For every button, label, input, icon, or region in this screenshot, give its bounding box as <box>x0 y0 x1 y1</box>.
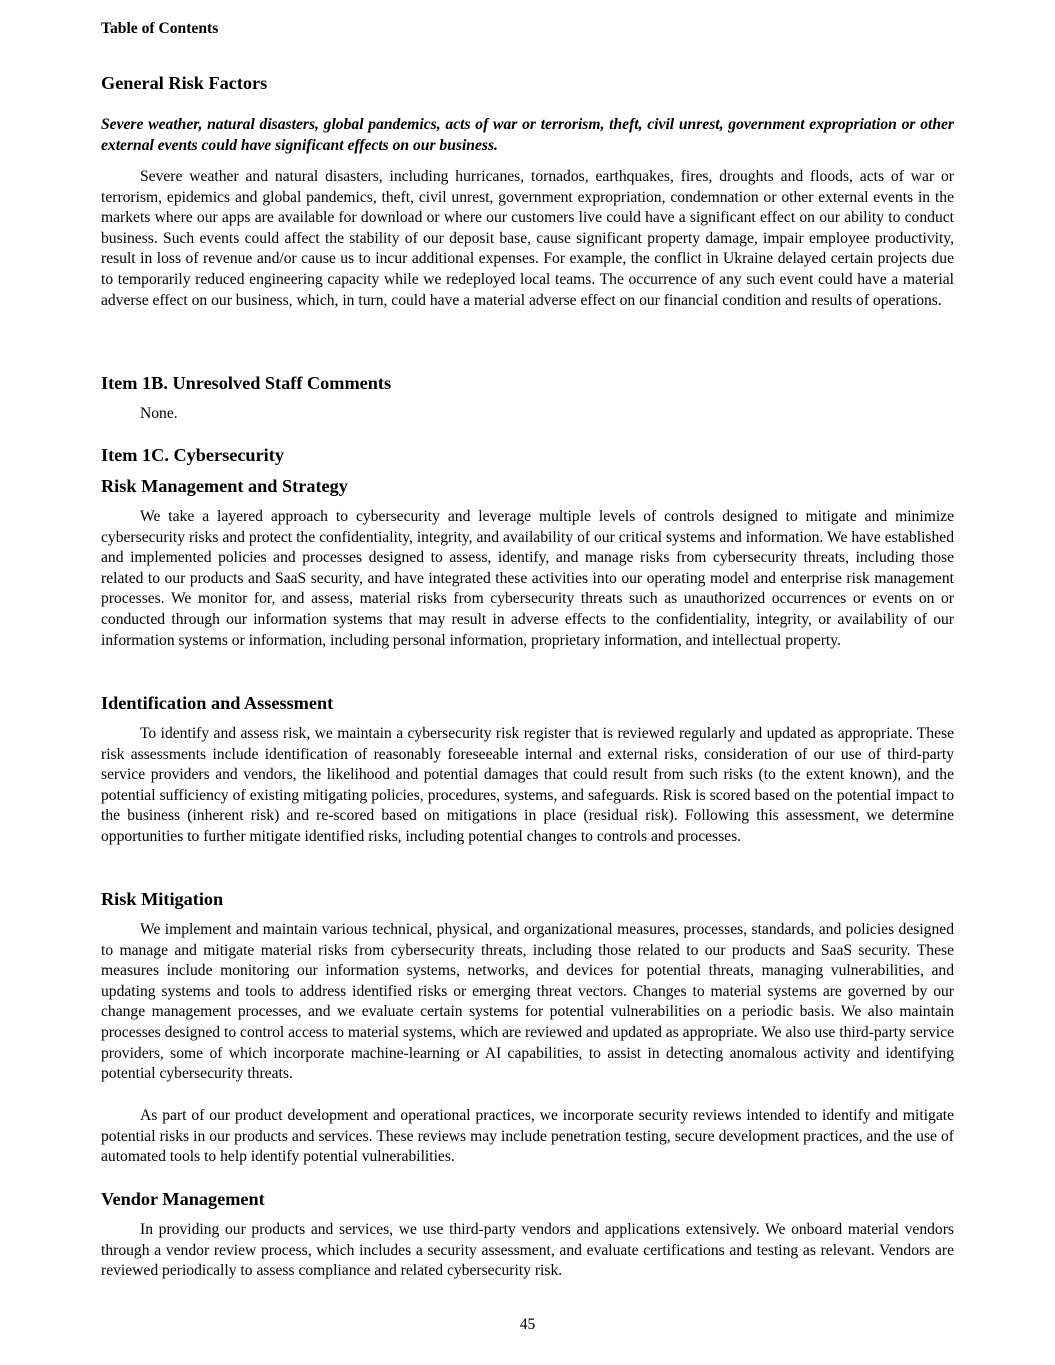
page-number: 45 <box>519 1316 536 1333</box>
risk-mitigation-paragraph-2: As part of our product development and operational practices, we incorporate security reviews intended to identify and mitigate potential risks in our products and services. These reviews may include penetration testing, secure development practices, and the use of automated tools to help identify potential vulnerabilities. <box>101 1107 954 1166</box>
item-1b-heading: Item 1B. Unresolved Staff Comments <box>101 373 392 393</box>
vendor-management-heading: Vendor Management <box>101 1189 265 1209</box>
general-risk-factors-paragraph: Severe weather and natural disasters, including hurricanes, tornados, earthquakes, fires, droughts and floods, acts of war or terrorism, epidemics and global pandemics, theft, civil unrest, government expropriation, condemnation or other external events in the markets where our apps are available for download or where our customers live could have a significant effect on our ability to conduct business. Such events could affect the stability of our deposit base, cause significant property damage, impair employee productivity, result in loss of revenue and/or cause us to incur additional expenses. For example, the conflict in Ukraine delayed certain projects due to temporarily reduced engineering capacity while we redeployed local teams. The occurrence of any such event could have a material adverse effect on our business, which, in turn, could have a material adverse effect on our financial condition and results of operations. <box>101 168 954 309</box>
risk-management-heading: Risk Management and Strategy <box>101 476 348 496</box>
risk-management-paragraph: We take a layered approach to cybersecurity and leverage multiple levels of controls designed to mitigate and minimize cybersecurity risks and protect the confidentiality, integrity, and availability of our critical systems and information. We have established and implemented policies and processes designed to assess, identify, and manage risks from cybersecurity threats, including those related to our products and SaaS security, and have integrated these activities into our operating model and enterprise risk management processes. We monitor for, and assess, material risks from cybersecurity threats such as unauthorized occurrences or events on or conducted through our information systems that may result in adverse effects to the confidentiality, integrity, or availability of our information systems or information, including personal information, proprietary information, and intellectual property. <box>101 508 954 649</box>
vendor-management-paragraph: In providing our products and services, we use third-party vendors and applications extensively. We onboard material vendors through a vendor review process, which includes a security assessment, and evaluate certifications and testing as relevant. Vendors are reviewed periodically to assess compliance and related cybersecurity risk. <box>101 1221 954 1280</box>
identification-assessment-heading: Identification and Assessment <box>101 693 334 713</box>
general-risk-factors-heading: General Risk Factors <box>101 73 268 93</box>
risk-mitigation-paragraph-1: We implement and maintain various technical, physical, and organizational measures, processes, standards, and policies designed to manage and mitigate material risks from cybersecurity threats, including those related to our products and SaaS security. These measures include monitoring our information systems, networks, and devices for potential threats, managing vulnerabilities, and updating systems and tools to address identified risks or emerging threat vectors. Changes to material systems are governed by our change management processes, and we evaluate certain systems for potential vulnerabilities on a periodic basis. We also maintain processes designed to control access to material systems, which are reviewed and updated as appropriate. We also use third-party service providers, some of which incorporate machine-learning or AI capabilities, to assist in detecting anomalous activity and identifying potential cybersecurity threats. <box>101 921 954 1083</box>
identification-assessment-paragraph: To identify and assess risk, we maintain a cybersecurity risk register that is reviewed regularly and updated as appropriate. These risk assessments include identification of reasonably foreseeable internal and external risks, consideration of our use of third-party service providers and vendors, the likelihood and potential damages that could result from such risks (to the extent known), and the potential sufficiency of existing mitigating policies, procedures, systems, and safeguards. Risk is scored based on the potential impact to the business (inherent risk) and re-scored based on mitigations in place (residual risk). Following this assessment, we determine opportunities to further mitigate identified risks, including potential changes to controls and processes. <box>101 725 954 845</box>
item-1c-heading: Item 1C. Cybersecurity <box>101 445 284 465</box>
item-1b-paragraph: None. <box>140 405 178 422</box>
table-of-contents-link[interactable]: Table of Contents <box>101 20 219 37</box>
risk-factor-subheading: Severe weather, natural disasters, global pandemics, acts of war or terrorism, theft, civil unrest, government expropriation or other external events could have significant effects on our business. <box>101 116 954 154</box>
risk-mitigation-heading: Risk Mitigation <box>101 889 224 909</box>
